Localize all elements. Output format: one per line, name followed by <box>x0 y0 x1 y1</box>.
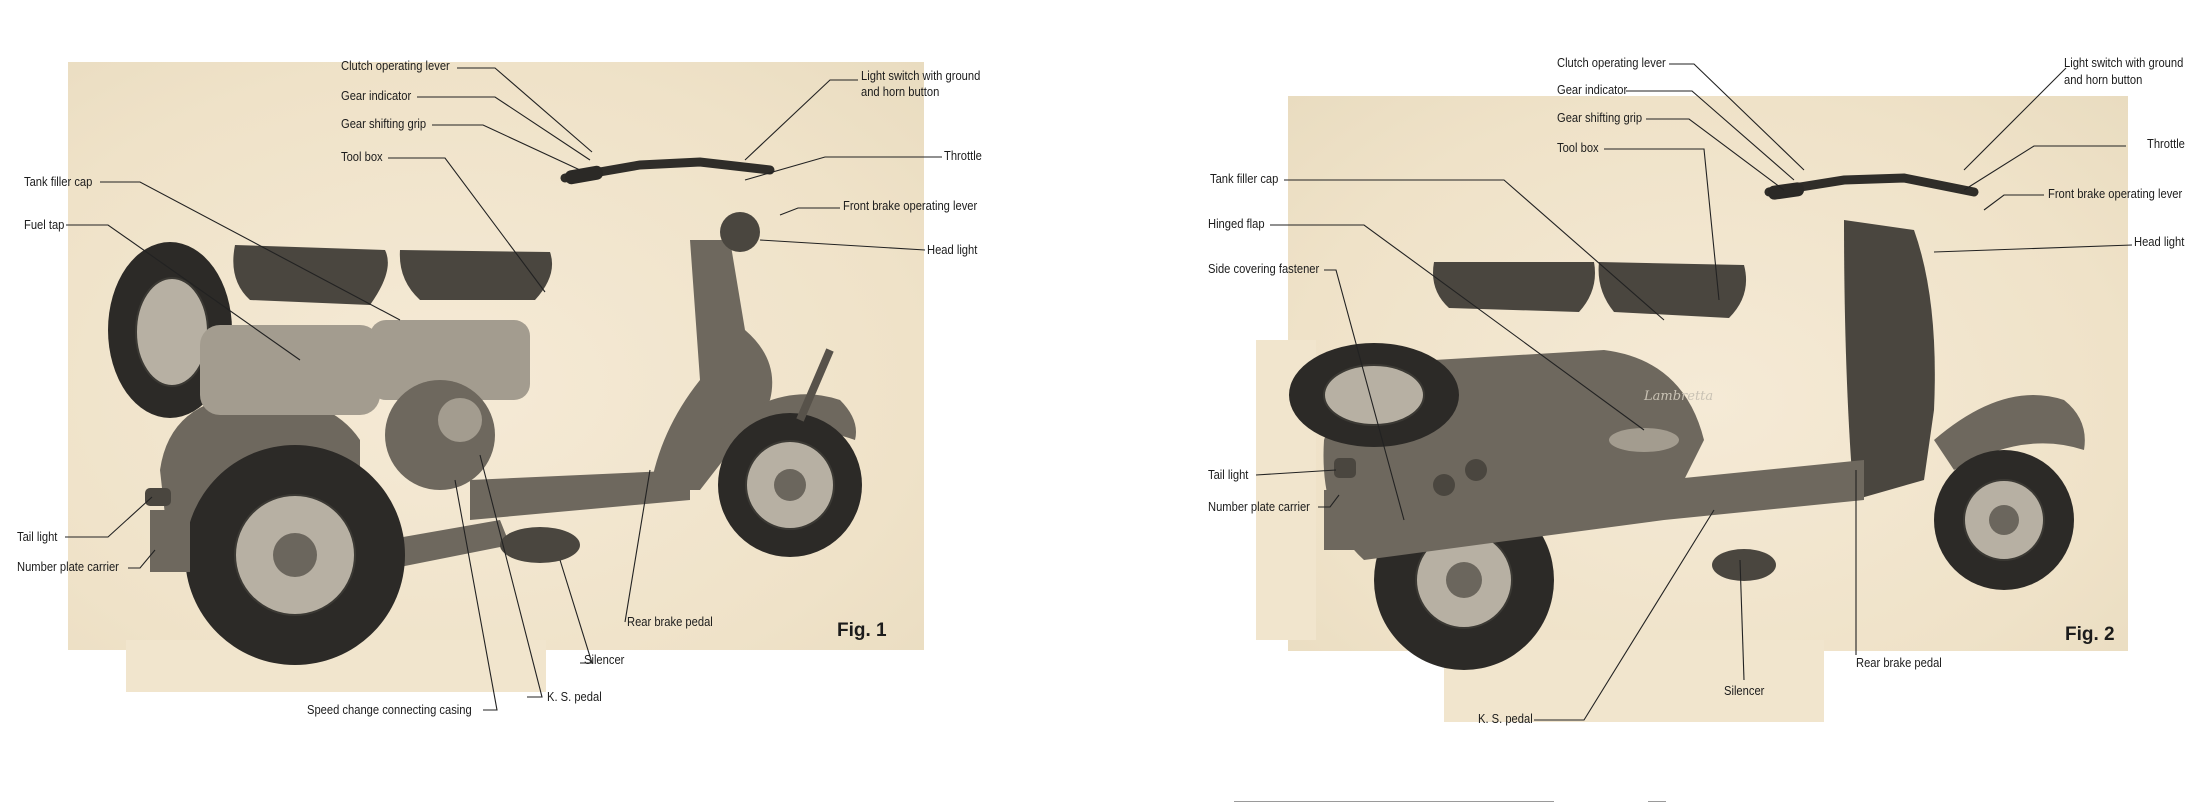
figure-1-page <box>0 0 1103 805</box>
leg-shield <box>1844 220 1935 500</box>
leader-silencer <box>560 560 592 663</box>
leader-ks-pedal <box>1534 510 1714 720</box>
label-gear-shifting-grip: Gear shifting grip <box>341 116 427 131</box>
label-hinged-flap: Hinged flap <box>1208 216 1265 231</box>
pillion-seat <box>1433 262 1595 312</box>
label-tail-light: Tail light <box>1208 467 1249 482</box>
body-badge: Lambretta <box>1644 389 1714 404</box>
number-plate-carrier <box>150 510 190 572</box>
leader-gear-shifting-grip <box>1646 119 1784 190</box>
label-tail-light: Tail light <box>17 529 58 544</box>
label-silencer: Silencer <box>1724 683 1765 698</box>
head-light-lamp <box>720 212 760 252</box>
label-tool-box: Tool box <box>341 149 383 164</box>
label-rear-brake-pedal: Rear brake pedal <box>1856 655 1942 670</box>
front-wheel-hub <box>774 469 806 501</box>
label-fuel-tap: Fuel tap <box>24 217 65 232</box>
label-light-switch-line1: Light switch with ground <box>2064 55 2184 70</box>
label-front-brake-operating-lever: Front brake operating lever <box>843 198 978 213</box>
label-clutch-operating-lever: Clutch operating lever <box>1557 55 1666 70</box>
label-throttle: Throttle <box>2147 136 2185 151</box>
hinged-flap <box>1609 428 1679 452</box>
label-silencer: Silencer <box>584 652 625 667</box>
label-number-plate-carrier: Number plate carrier <box>17 559 119 574</box>
left-grip <box>564 165 604 185</box>
figure-2-caption: Fig. 2 <box>2065 624 2115 645</box>
label-throttle: Throttle <box>944 148 982 163</box>
driver-seat <box>400 250 552 300</box>
silencer <box>1712 549 1776 581</box>
leader-front-brake-operating-lever <box>780 208 840 215</box>
leader-head-light <box>1934 245 2132 252</box>
figure-1-caption: Fig. 1 <box>837 620 887 641</box>
label-head-light: Head light <box>2134 234 2185 249</box>
label-ks-pedal: K. S. pedal <box>1478 711 1533 726</box>
label-light-switch-line2: and horn button <box>861 84 940 99</box>
label-ks-pedal: K. S. pedal <box>547 689 602 704</box>
rear-wheel-hub <box>1446 562 1482 598</box>
label-speed-change-connecting-casing: Speed change connecting casing <box>307 702 472 717</box>
side-vent-1 <box>1433 474 1455 496</box>
spare-wheel-rim <box>1324 365 1424 425</box>
leader-light-switch <box>745 80 858 160</box>
leader-light-switch <box>1964 68 2066 170</box>
fuel-tank <box>200 325 380 415</box>
leader-tail-light <box>65 497 152 537</box>
leader-clutch-operating-lever <box>457 68 592 152</box>
label-gear-shifting-grip: Gear shifting grip <box>1557 110 1643 125</box>
front-wheel-hub <box>1989 505 2019 535</box>
label-tank-filler-cap: Tank filler cap <box>1210 171 1279 186</box>
leader-throttle <box>745 157 942 180</box>
label-clutch-operating-lever: Clutch operating lever <box>341 58 450 73</box>
driver-seat <box>1599 262 1746 318</box>
label-light-switch-line1: Light switch with ground <box>861 68 981 83</box>
silencer <box>500 527 580 563</box>
scooter-side-view-1 <box>108 162 862 665</box>
scooter-side-view-2 <box>1289 178 2085 670</box>
spare-wheel-rim <box>136 278 208 386</box>
leader-head-light <box>760 240 925 250</box>
pillion-seat <box>233 245 388 305</box>
label-number-plate-carrier: Number plate carrier <box>1208 499 1310 514</box>
bottom-scan-mark <box>1648 801 1666 802</box>
label-gear-indicator: Gear indicator <box>341 88 412 103</box>
engine <box>385 380 495 490</box>
label-rear-brake-pedal: Rear brake pedal <box>627 614 713 629</box>
figure-1-diagram <box>0 0 1103 805</box>
engine-cover <box>438 398 482 442</box>
left-grip <box>1767 182 1805 201</box>
label-gear-indicator: Gear indicator <box>1557 82 1628 97</box>
leader-tail-light <box>1256 470 1336 475</box>
leader-gear-shifting-grip <box>432 125 580 170</box>
leader-front-brake-operating-lever <box>1984 195 2044 210</box>
rear-wheel-hub <box>273 533 317 577</box>
tail-light-lamp <box>1334 458 1356 478</box>
label-side-covering-fastener: Side covering fastener <box>1208 261 1320 276</box>
label-tool-box: Tool box <box>1557 140 1599 155</box>
figure-2-page <box>1104 0 2207 805</box>
figure-2-diagram <box>1104 0 2207 805</box>
tail-light-lamp <box>145 488 171 506</box>
label-head-light: Head light <box>927 242 978 257</box>
bottom-scan-line <box>1234 801 1554 802</box>
footboard <box>1664 460 1864 520</box>
label-light-switch-line2: and horn button <box>2064 72 2143 87</box>
leader-throttle <box>1964 146 2126 190</box>
number-plate-carrier <box>1324 490 1366 550</box>
label-tank-filler-cap: Tank filler cap <box>24 174 93 189</box>
side-vent-2 <box>1465 459 1487 481</box>
label-front-brake-operating-lever: Front brake operating lever <box>2048 186 2183 201</box>
